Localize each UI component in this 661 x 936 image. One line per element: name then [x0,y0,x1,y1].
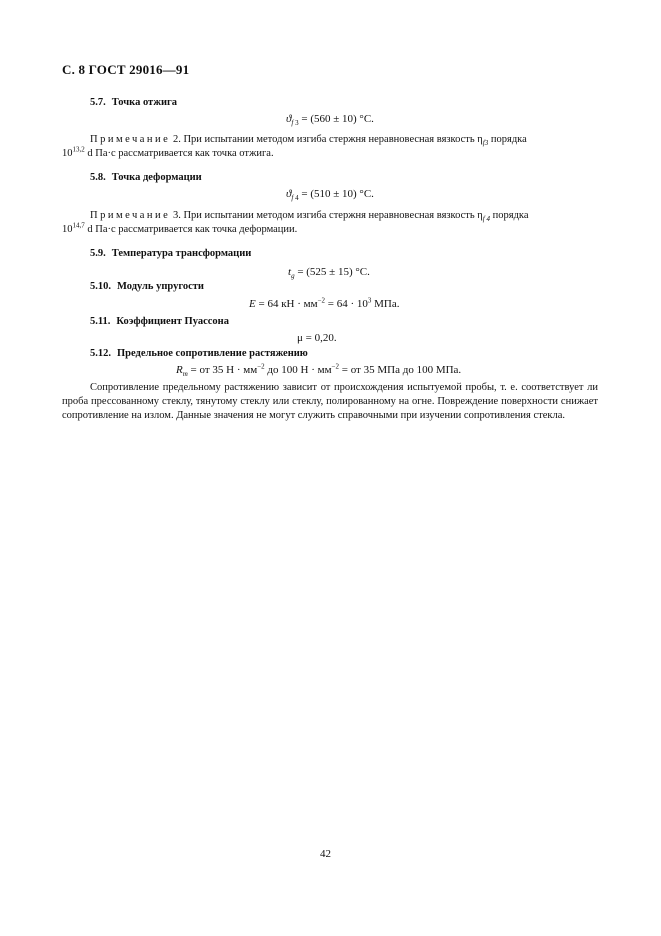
section-number: 5.8. [90,172,106,183]
section-number: 5.9. [90,248,106,259]
note-subscript: f3 [482,139,489,148]
section-number: 5.7. [90,97,106,108]
note-3 [62,209,598,237]
section-title: Предельное сопротивление растяжению [117,348,308,359]
section-heading-5-8 [90,172,202,183]
formula-strain-point: $ϑ_{f 4} = (510 \pm 10)$ °С. [286,188,374,203]
note-subscript: f 4 [482,215,490,224]
section-heading-5-10 [90,281,204,292]
page-header: С. 8 ГОСТ 29016—91 [62,62,190,77]
section-heading-5-9 [90,248,251,259]
formula-text: = (525 ± 15) °С. [297,266,370,278]
note-power-base: 10 [62,148,73,159]
formula-transformation-temperature: $t_g = (525 \pm 15)$ °С. [288,266,370,281]
note-label: Примечание [90,134,171,145]
section-title: Коэффициент Пуассона [116,316,229,327]
section-title: Температура трансформации [111,248,252,259]
formula-text: до 100 Н · мм [264,364,332,376]
note-text: d Па·с рассматривается как точка деформации. [84,224,298,235]
section-number: 5.11. [90,316,111,327]
section-title: Точка деформации [111,172,202,183]
section-title: Модуль упругости [117,281,204,292]
formula-exponent: −2 [317,296,326,305]
note-text: порядка [490,210,529,221]
paragraph-tensile-strength: Сопротивление предельному растяжению зависит от происхождения испытуемой пробы, т. е. соответствует ли проба прессованному стеклу, тянутому стеклу или стеклу, полированному на огне. Повреждение поверхности снижает сопротивление на излом. Данные значения не могут служить справочными при изучении сопротивления стекла. [62,382,598,421]
formula-text: = (560 ± 10) °С. [301,113,374,125]
formula-text: = от 35 МПа до 100 МПа. [339,364,462,376]
section-title: Точка отжига [111,97,178,108]
note-power-exp: 14,7 [72,221,85,230]
formula-text: = (510 ± 10) °С. [301,188,374,200]
formula-tensile-strength: $R_m$ = от 35 $Н \cdot мм^{-2}$ до 100 $Н \cdot мм^{-2}$ = от 35 МПа до 100 МПа. [176,362,462,379]
note-label: Примечание [90,210,171,221]
formula-text: = 64 · 10 [325,298,368,310]
section-heading-5-7 [90,97,177,108]
note-power-base: 10 [62,224,73,235]
formula-annealing-point: $ϑ_{f 3} = (560 \pm 10)$ °С. [286,113,374,128]
formula-text: = 64 кН · мм [255,298,318,310]
section-number: 5.10. [90,281,111,292]
formula-exponent: 3 [367,296,372,305]
note-power-exp: 13,2 [72,145,85,154]
formula-elastic-modulus [249,298,400,310]
section-heading-5-12 [90,348,308,359]
note-text: порядка [488,134,527,145]
formula-exponent: −2 [331,362,339,371]
formula-symbol: E [249,298,256,310]
note-text: 3. При испытании методом изгиба стержня неравновесная вязкость η [170,210,483,221]
formula-poisson-ratio: μ = 0,20. [297,332,337,344]
note-2 [62,133,598,161]
note-text: d Па·с рассматривается как точка отжига. [84,148,274,159]
page-number: 42 [320,848,331,860]
note-text: 2. При испытании методом изгиба стержня неравновесная вязкость η [170,134,483,145]
formula-text: = от 35 Н · мм [187,364,258,376]
section-number: 5.12. [90,348,111,359]
formula-exponent: −2 [257,362,265,371]
formula-text: МПа. [371,298,400,310]
section-heading-5-11 [90,316,229,327]
